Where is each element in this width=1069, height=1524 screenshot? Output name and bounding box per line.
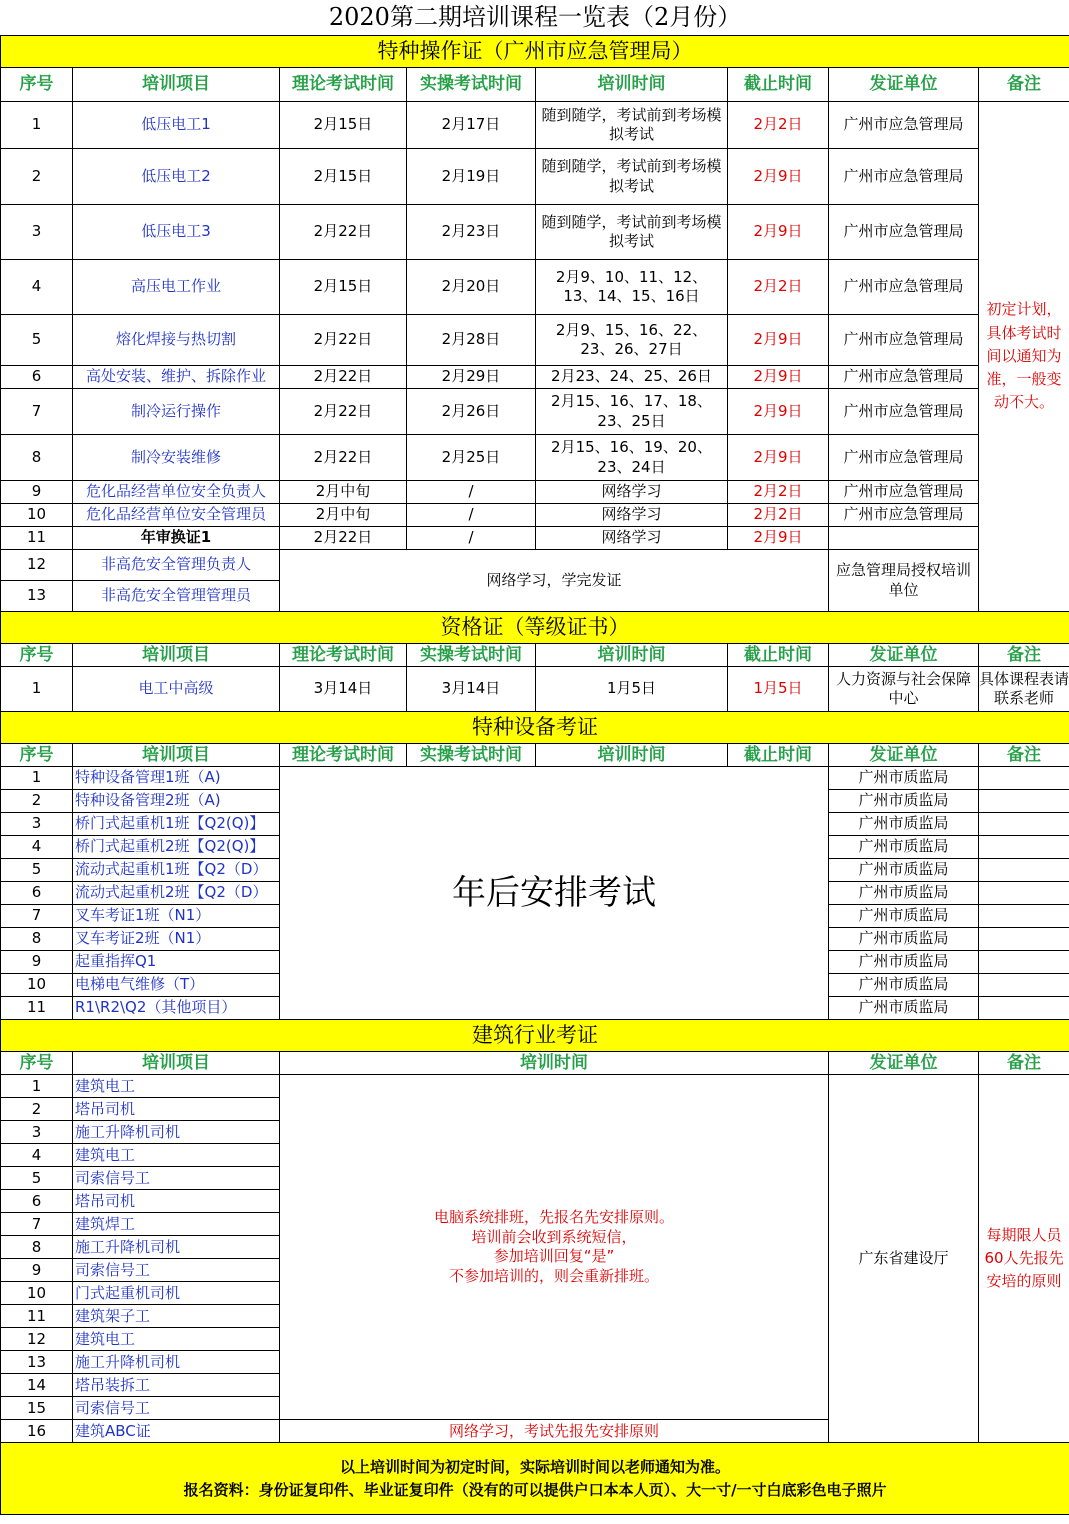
issuing-unit: 广州市质监局 [829,813,979,836]
header-train: 培训时间 [536,68,728,102]
header-remark: 备注 [979,744,1069,767]
theory-exam-date: 2月中旬 [280,481,407,504]
row-number: 1 [1,667,73,712]
theory-exam-date: 2月22日 [280,315,407,366]
theory-exam-date: 2月15日 [280,260,407,315]
section-title-row [1,36,1069,68]
training-time: 随到随学，考试前到考场模拟考试 [536,149,728,205]
header-deadline: 截止时间 [728,744,829,767]
footer-note [1,1443,1069,1515]
training-item: 建筑焊工 [73,1213,280,1236]
training-item: 年审换证1 [73,527,280,550]
issuing-unit: 广州市质监局 [829,951,979,974]
row-number: 2 [1,1098,73,1121]
row-number: 11 [1,527,73,550]
issuing-unit: 广州市应急管理局 [829,435,979,481]
training-item: 特种设备管理2班（A) [73,790,280,813]
training-item: 司索信号工 [73,1397,280,1420]
theory-exam-date: 2月22日 [280,435,407,481]
header-row [1,68,1069,102]
section-title-row [1,612,1069,644]
training-item: 塔吊装拆工 [73,1374,280,1397]
training-item: R1\R2\Q2（其他项目） [73,997,280,1020]
online-learning-note: 网络学习，考试先报先安排原则 [280,1420,829,1443]
practice-exam-date: 2月29日 [407,366,536,389]
row-number: 10 [1,974,73,997]
row-number: 15 [1,1397,73,1420]
header-train: 培训时间 [536,644,728,667]
issuing-unit [829,527,979,550]
row-number: 5 [1,859,73,882]
header-row [1,1052,1069,1075]
training-time: 2月15、16、17、18、23、25日 [536,389,728,435]
practice-exam-date: / [407,481,536,504]
table-row [1,149,1069,205]
row-number: 9 [1,951,73,974]
issuing-unit: 广州市应急管理局 [829,504,979,527]
header-seq: 序号 [1,1052,73,1075]
row-number: 8 [1,1236,73,1259]
header-issuer: 发证单位 [829,744,979,767]
row-number: 14 [1,1374,73,1397]
remark-empty [979,790,1069,813]
header-practice: 实操考试时间 [407,68,536,102]
training-item: 低压电工2 [73,149,280,205]
header-item: 培训项目 [73,1052,280,1075]
table-row [1,667,1069,712]
issuing-unit: 广州市应急管理局 [829,366,979,389]
training-time: 网络学习 [536,481,728,504]
row-number: 10 [1,504,73,527]
header-practice: 实操考试时间 [407,744,536,767]
section-title-row [1,1020,1069,1052]
training-item: 建筑电工 [73,1328,280,1351]
issuing-unit: 广州市质监局 [829,974,979,997]
header-issuer: 发证单位 [829,68,979,102]
training-item: 电梯电气维修（T） [73,974,280,997]
header-practice: 实操考试时间 [407,644,536,667]
training-time: 2月23、24、25、26日 [536,366,728,389]
theory-exam-date: 2月22日 [280,527,407,550]
header-row [1,644,1069,667]
issuing-unit: 广州市质监局 [829,836,979,859]
issuing-unit: 广州市应急管理局 [829,481,979,504]
row-number: 8 [1,928,73,951]
header-item: 培训项目 [73,68,280,102]
practice-exam-date: 2月23日 [407,205,536,260]
remark-empty [979,905,1069,928]
row-number: 7 [1,389,73,435]
deadline: 2月9日 [728,389,829,435]
training-item: 建筑电工 [73,1075,280,1098]
training-time: 2月9、15、16、22、23、26、27日 [536,315,728,366]
training-item: 危化品经营单位安全管理员 [73,504,280,527]
section3-title: 特种设备考证 [1,712,1069,744]
deadline: 2月2日 [728,102,829,149]
header-item: 培训项目 [73,644,280,667]
issuing-unit: 广州市应急管理局 [829,260,979,315]
header-train: 培训时间 [536,744,728,767]
training-item: 建筑架子工 [73,1305,280,1328]
table-row [1,1075,1069,1098]
training-time: 2月9、10、11、12、13、14、15、16日 [536,260,728,315]
training-item: 制冷运行操作 [73,389,280,435]
section4-title: 建筑行业考证 [1,1020,1069,1052]
header-seq: 序号 [1,68,73,102]
row-number: 4 [1,260,73,315]
training-item: 施工升降机司机 [73,1236,280,1259]
schedule-note-line: 参加培训回复“是” [493,1247,615,1266]
practice-exam-date: / [407,527,536,550]
practice-exam-date: 2月20日 [407,260,536,315]
training-item: 司索信号工 [73,1259,280,1282]
training-item: 桥门式起重机2班【Q2(Q)】 [73,836,280,859]
training-item: 施工升降机司机 [73,1121,280,1144]
training-time: 随到随学，考试前到考场模拟考试 [536,205,728,260]
issuing-unit: 广州市应急管理局 [829,205,979,260]
remark-empty [979,813,1069,836]
header-remark: 备注 [979,1052,1069,1075]
practice-exam-date: 2月26日 [407,389,536,435]
section1-title: 特种操作证（广州市应急管理局） [1,36,1069,68]
deadline: 2月9日 [728,205,829,260]
footer-line: 报名资料：身份证复印件、毕业证复印件（没有的可以提供户口本本人页）、大一寸/一寸白底彩色电子照片 [183,1480,887,1499]
training-item: 门式起重机司机 [73,1282,280,1305]
training-item: 流动式起重机2班【Q2（D） [73,882,280,905]
schedule-note-line: 培训前会收到系统短信， [471,1227,637,1246]
header-seq: 序号 [1,744,73,767]
row-number: 6 [1,1190,73,1213]
row-number: 4 [1,1144,73,1167]
practice-exam-date: 2月17日 [407,102,536,149]
header-theory: 理论考试时间 [280,744,407,767]
training-item: 塔吊司机 [73,1098,280,1121]
header-remark: 备注 [979,68,1069,102]
training-item: 熔化焊接与热切割 [73,315,280,366]
table-row [1,315,1069,366]
theory-exam-date: 2月22日 [280,389,407,435]
footer-row [1,1443,1069,1515]
remark-empty [979,974,1069,997]
training-time: 网络学习 [536,504,728,527]
training-item: 电工中高级 [73,667,280,712]
practice-exam-date: 2月25日 [407,435,536,481]
issuing-unit: 广州市质监局 [829,882,979,905]
deadline: 1月5日 [728,667,829,712]
row-number: 5 [1,315,73,366]
schedule-note-line: 不参加培训的，则会重新排班。 [448,1266,659,1285]
remark-empty [979,836,1069,859]
issuing-unit: 应急管理局授权培训单位 [829,550,979,612]
issuing-unit: 广州市质监局 [829,767,979,790]
practice-exam-date: 2月19日 [407,149,536,205]
training-item: 低压电工1 [73,102,280,149]
table-row [1,102,1069,149]
theory-exam-date: 3月14日 [280,667,407,712]
training-time: 1月5日 [536,667,728,712]
practice-exam-date: 2月28日 [407,315,536,366]
issuing-unit: 广州市质监局 [829,928,979,951]
header-item: 培训项目 [73,744,280,767]
theory-exam-date: 2月22日 [280,205,407,260]
training-item: 司索信号工 [73,1167,280,1190]
section2-title: 资格证（等级证书） [1,612,1069,644]
online-learning-note: 网络学习，学完发证 [280,550,829,612]
header-train: 培训时间 [280,1052,829,1075]
row-number: 4 [1,836,73,859]
table-row [1,527,1069,550]
header-issuer: 发证单位 [829,644,979,667]
theory-exam-date: 2月22日 [280,366,407,389]
page-title: 2020第二期培训课程一览表（2月份） [1,0,1069,36]
issuing-unit: 广州市质监局 [829,997,979,1020]
row-number: 7 [1,1213,73,1236]
training-item: 危化品经营单位安全负责人 [73,481,280,504]
training-item: 特种设备管理1班（A) [73,767,280,790]
issuing-unit: 广东省建设厅 [829,1075,979,1443]
row-number: 5 [1,1167,73,1190]
deadline: 2月9日 [728,315,829,366]
training-item: 制冷安装维修 [73,435,280,481]
deadline: 2月9日 [728,366,829,389]
issuing-unit: 广州市质监局 [829,790,979,813]
remark-empty [979,882,1069,905]
header-deadline: 截止时间 [728,68,829,102]
issuing-unit: 广州市质监局 [829,859,979,882]
remark-empty [979,997,1069,1020]
training-item: 非高危安全管理管理员 [73,581,280,612]
training-item: 非高危安全管理负责人 [73,550,280,581]
training-item: 施工升降机司机 [73,1351,280,1374]
practice-exam-date: 3月14日 [407,667,536,712]
remark-note: 每期限人员60人先报先安培的原则 [979,1075,1069,1443]
training-item: 塔吊司机 [73,1190,280,1213]
row-number: 13 [1,581,73,612]
theory-exam-date: 2月15日 [280,149,407,205]
row-number: 1 [1,767,73,790]
training-item: 流动式起重机1班【Q2（D） [73,859,280,882]
training-item: 高处安装、维护、拆除作业 [73,366,280,389]
remark-note: 具体课程表请联系老师 [979,667,1069,712]
row-number: 11 [1,997,73,1020]
header-theory: 理论考试时间 [280,644,407,667]
row-number: 11 [1,1305,73,1328]
table-row [1,481,1069,504]
issuing-unit: 广州市应急管理局 [829,102,979,149]
deadline: 2月9日 [728,149,829,205]
training-item: 叉车考证2班（N1） [73,928,280,951]
row-number: 16 [1,1420,73,1443]
schedule-note-line: 电脑系统排班，先报名先安排原则。 [433,1208,674,1227]
header-row [1,744,1069,767]
training-item: 起重指挥Q1 [73,951,280,974]
row-number: 1 [1,1075,73,1098]
exam-arrangement-note: 年后安排考试 [280,767,829,1020]
header-deadline: 截止时间 [728,644,829,667]
remark-note: 初定计划，具体考试时间以通知为准，一般变动不大。 [979,102,1069,612]
issuing-unit: 广州市应急管理局 [829,149,979,205]
row-number: 8 [1,435,73,481]
table-row [1,366,1069,389]
row-number: 7 [1,905,73,928]
row-number: 3 [1,813,73,836]
row-number: 3 [1,1121,73,1144]
table-row [1,550,1069,581]
remark-empty [979,928,1069,951]
training-time: 网络学习 [536,527,728,550]
remark-empty [979,859,1069,882]
header-issuer: 发证单位 [829,1052,979,1075]
row-number: 3 [1,205,73,260]
table-row [1,504,1069,527]
table-row [1,767,1069,790]
table-row [1,389,1069,435]
row-number: 6 [1,882,73,905]
training-item: 桥门式起重机1班【Q2(Q)】 [73,813,280,836]
header-theory: 理论考试时间 [280,68,407,102]
row-number: 9 [1,1259,73,1282]
issuing-unit: 广州市应急管理局 [829,389,979,435]
deadline: 2月2日 [728,504,829,527]
row-number: 1 [1,102,73,149]
theory-exam-date: 2月15日 [280,102,407,149]
remark-empty [979,951,1069,974]
issuing-unit: 广州市质监局 [829,905,979,928]
deadline: 2月9日 [728,527,829,550]
row-number: 12 [1,1328,73,1351]
table-row [1,435,1069,481]
training-item: 叉车考证1班（N1） [73,905,280,928]
practice-exam-date: / [407,504,536,527]
deadline: 2月9日 [728,435,829,481]
row-number: 2 [1,790,73,813]
row-number: 13 [1,1351,73,1374]
issuing-unit: 人力资源与社会保障中心 [829,667,979,712]
training-item: 低压电工3 [73,205,280,260]
deadline: 2月2日 [728,260,829,315]
issuing-unit: 广州市应急管理局 [829,315,979,366]
header-seq: 序号 [1,644,73,667]
row-number: 6 [1,366,73,389]
row-number: 9 [1,481,73,504]
training-time: 2月15、16、19、20、23、24日 [536,435,728,481]
training-item: 建筑电工 [73,1144,280,1167]
table-row [1,205,1069,260]
remark-empty [979,767,1069,790]
row-number: 12 [1,550,73,581]
training-item: 建筑ABC证 [73,1420,280,1443]
training-item: 高压电工作业 [73,260,280,315]
deadline: 2月2日 [728,481,829,504]
table-row [1,260,1069,315]
footer-line: 以上培训时间为初定时间，实际培训时间以老师通知为准。 [340,1458,731,1477]
theory-exam-date: 2月中旬 [280,504,407,527]
training-schedule-note [280,1075,829,1420]
header-remark: 备注 [979,644,1069,667]
training-time: 随到随学，考试前到考场模拟考试 [536,102,728,149]
row-number: 2 [1,149,73,205]
row-number: 10 [1,1282,73,1305]
section-title-row [1,712,1069,744]
